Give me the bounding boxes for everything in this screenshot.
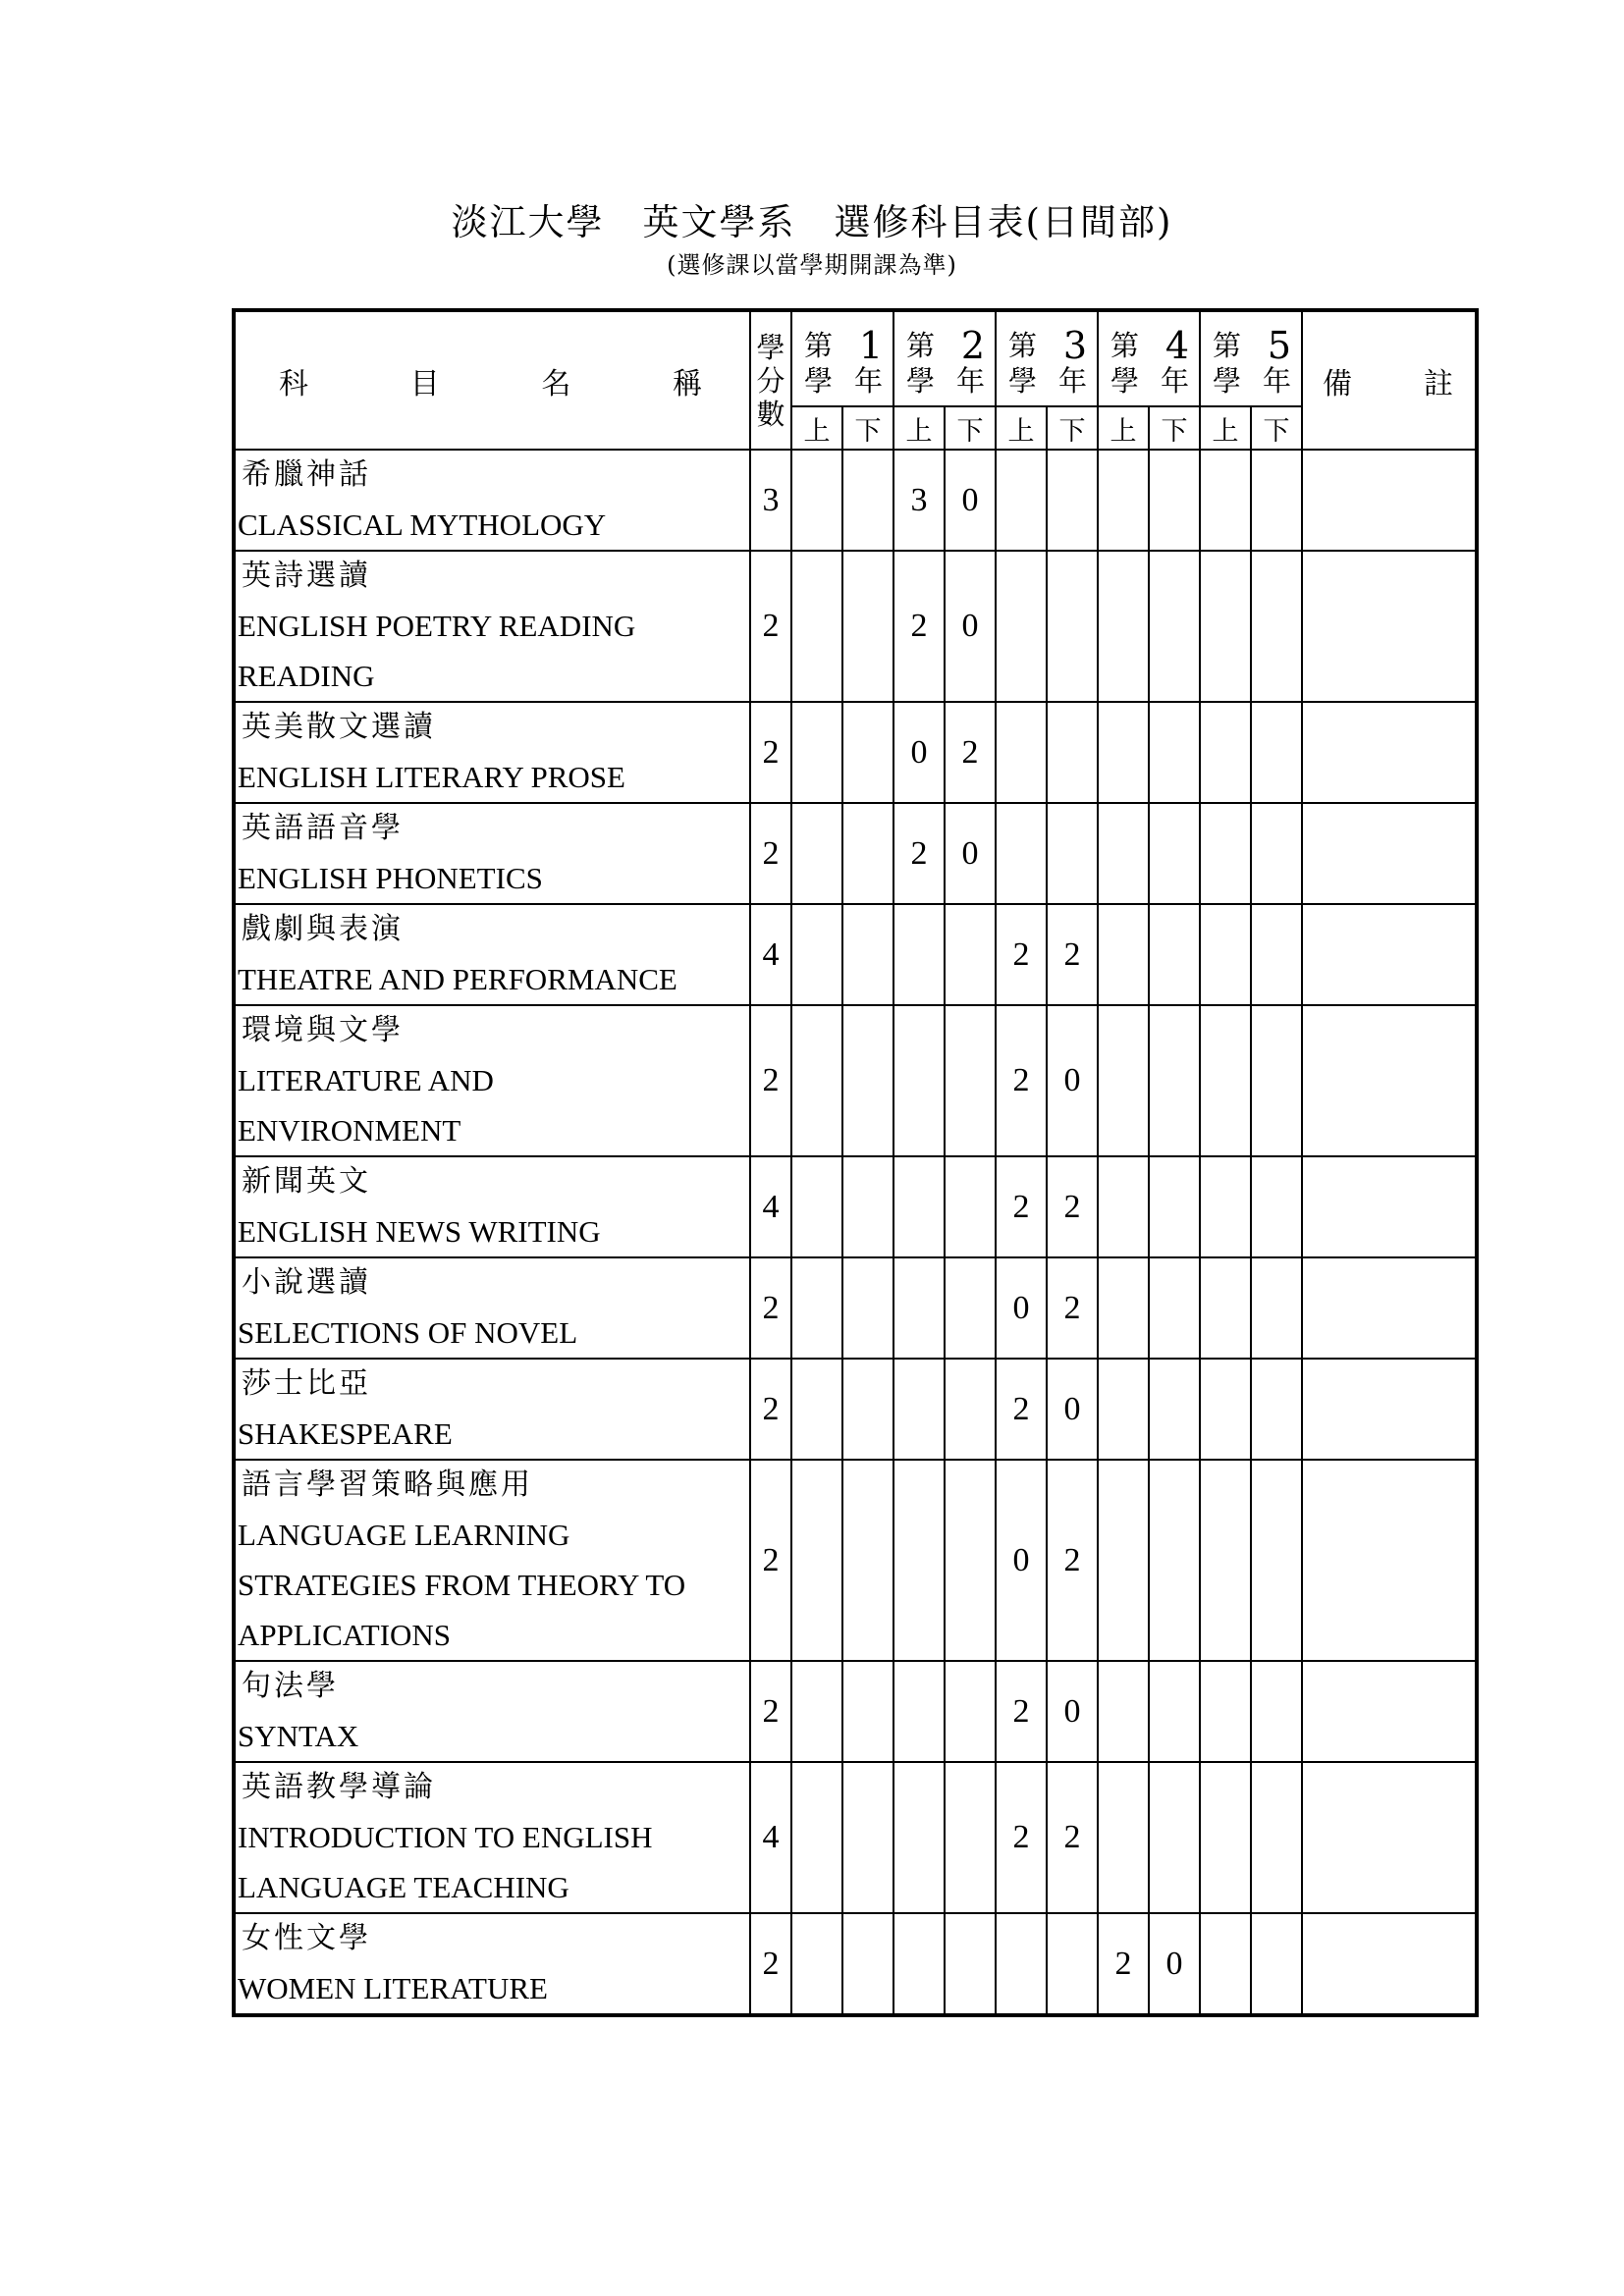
course-name-en: THEATRE AND PERFORMANCE xyxy=(238,962,677,996)
remark-cell xyxy=(1302,1460,1477,1661)
course-credits: 2 xyxy=(750,1460,791,1661)
year-prefix: 第 xyxy=(1110,328,1140,362)
course-name-header-char: 名 xyxy=(541,366,571,401)
year-number: 3 xyxy=(1062,323,1087,367)
course-credits: 4 xyxy=(750,1762,791,1913)
semester-hours-cell xyxy=(893,904,945,1005)
semester-header-second: 下 xyxy=(945,406,996,450)
semester-hours-cell xyxy=(1047,702,1098,803)
year-suffix: 年 xyxy=(1262,363,1291,398)
remark-cell xyxy=(1302,1762,1477,1913)
course-name-en: CLASSICAL MYTHOLOGY xyxy=(238,507,607,542)
semester-header-first: 上 xyxy=(1098,406,1149,450)
semester-header-second: 下 xyxy=(1251,406,1302,450)
course-name-cell xyxy=(234,1359,750,1460)
course-credits: 3 xyxy=(750,450,791,551)
semester-hours-cell xyxy=(1251,1359,1302,1460)
remark-cell xyxy=(1302,1359,1477,1460)
semester-hours-cell xyxy=(1251,1661,1302,1762)
semester-hours-cell xyxy=(1098,1359,1149,1460)
semester-hours-cell: 2 xyxy=(1047,1762,1098,1913)
course-name-en: WOMEN LITERATURE xyxy=(238,1971,548,2005)
semester-hours-cell xyxy=(842,702,893,803)
semester-hours-cell xyxy=(1200,551,1251,702)
course-name-zh: 小說選讀 xyxy=(242,1265,371,1300)
semester-hours-cell xyxy=(893,1913,945,2015)
course-name-zh: 句法學 xyxy=(242,1669,339,1703)
semester-hours-cell xyxy=(945,1913,996,2015)
course-row xyxy=(234,1913,1477,2015)
semester-hours-cell: 0 xyxy=(1047,1359,1098,1460)
course-credits: 4 xyxy=(750,904,791,1005)
course-name-en: INTRODUCTION TO ENGLISH xyxy=(238,1820,653,1854)
semester-header-first: 上 xyxy=(1200,406,1251,450)
header-row-years xyxy=(234,310,1477,406)
semester-hours-cell xyxy=(1149,1762,1200,1913)
course-name-cell xyxy=(234,1661,750,1762)
semester-hours-cell: 2 xyxy=(1047,904,1098,1005)
course-credits: 2 xyxy=(750,1257,791,1359)
remark-header-char: 備 xyxy=(1323,366,1352,401)
semester-hours-cell xyxy=(842,1460,893,1661)
course-name-en: LITERATURE AND xyxy=(238,1063,494,1097)
semester-hours-cell xyxy=(945,1762,996,1913)
semester-hours-cell xyxy=(1098,803,1149,904)
page-subtitle: (選修課以當學期開課為準) xyxy=(667,251,957,279)
semester-hours-cell xyxy=(1149,904,1200,1005)
credit-header-char: 分 xyxy=(756,363,785,398)
semester-hours-cell xyxy=(842,803,893,904)
semester-hours-cell: 2 xyxy=(996,904,1047,1005)
semester-hours-cell xyxy=(1251,450,1302,551)
page-title: 淡江大學 英文學系 選修科目表(日間部) xyxy=(451,201,1173,243)
course-name-en: LANGUAGE TEACHING xyxy=(238,1870,569,1904)
course-name-header-char: 稱 xyxy=(672,366,702,401)
semester-hours-cell xyxy=(945,904,996,1005)
semester-hours-cell xyxy=(791,1359,842,1460)
year-suffix: 學 xyxy=(1213,363,1242,398)
course-row xyxy=(234,551,1477,702)
course-name-cell xyxy=(234,702,750,803)
semester-hours-cell xyxy=(791,1156,842,1257)
semester-hours-cell xyxy=(791,803,842,904)
course-credits: 4 xyxy=(750,1156,791,1257)
semester-hours-cell xyxy=(1149,1359,1200,1460)
semester-hours-cell xyxy=(893,1661,945,1762)
course-name-en: SYNTAX xyxy=(238,1719,359,1753)
semester-hours-cell xyxy=(1149,551,1200,702)
semester-hours-cell xyxy=(1200,1913,1251,2015)
semester-hours-cell xyxy=(1200,1661,1251,1762)
remark-cell xyxy=(1302,551,1477,702)
semester-hours-cell xyxy=(1251,1156,1302,1257)
credit-header-char: 數 xyxy=(756,397,785,431)
semester-hours-cell xyxy=(893,1359,945,1460)
course-row xyxy=(234,1661,1477,1762)
elective-course-table xyxy=(232,308,1479,2017)
semester-hours-cell xyxy=(1200,702,1251,803)
semester-hours-cell xyxy=(945,1257,996,1359)
remark-cell xyxy=(1302,803,1477,904)
course-credits: 2 xyxy=(750,1005,791,1156)
course-name-zh: 英詩選讀 xyxy=(242,559,371,593)
semester-hours-cell: 0 xyxy=(945,551,996,702)
semester-hours-cell xyxy=(1200,1005,1251,1156)
course-name-zh: 女性文學 xyxy=(242,1921,371,1955)
course-table-body xyxy=(234,450,1477,2015)
year-number: 4 xyxy=(1164,323,1189,367)
semester-hours-cell xyxy=(1200,450,1251,551)
year-prefix: 第 xyxy=(1008,328,1038,362)
course-name-cell xyxy=(234,1005,750,1156)
semester-hours-cell xyxy=(1098,904,1149,1005)
semester-hours-cell xyxy=(791,702,842,803)
semester-hours-cell xyxy=(1200,803,1251,904)
year-suffix: 學 xyxy=(906,363,936,398)
semester-hours-cell: 0 xyxy=(945,803,996,904)
semester-hours-cell xyxy=(1098,1005,1149,1156)
semester-hours-cell xyxy=(791,1460,842,1661)
credit-header-char: 學 xyxy=(756,330,785,364)
course-name-cell xyxy=(234,803,750,904)
remark-cell xyxy=(1302,1156,1477,1257)
course-credits: 2 xyxy=(750,702,791,803)
course-name-en: ENGLISH PHONETICS xyxy=(238,861,543,895)
semester-hours-cell xyxy=(996,803,1047,904)
semester-hours-cell xyxy=(1200,1257,1251,1359)
semester-hours-cell xyxy=(791,904,842,1005)
semester-hours-cell xyxy=(842,450,893,551)
semester-hours-cell xyxy=(1098,1762,1149,1913)
course-name-cell xyxy=(234,1156,750,1257)
semester-hours-cell: 0 xyxy=(945,450,996,551)
course-credits: 2 xyxy=(750,551,791,702)
year-suffix: 年 xyxy=(1057,363,1087,398)
semester-hours-cell xyxy=(791,1257,842,1359)
semester-hours-cell xyxy=(1098,450,1149,551)
course-name-cell xyxy=(234,1762,750,1913)
semester-hours-cell: 2 xyxy=(996,1359,1047,1460)
course-row xyxy=(234,450,1477,551)
year-suffix: 年 xyxy=(853,363,883,398)
course-name-zh: 戲劇與表演 xyxy=(242,912,404,946)
semester-hours-cell xyxy=(893,1005,945,1156)
semester-header-first: 上 xyxy=(996,406,1047,450)
semester-hours-cell xyxy=(1149,702,1200,803)
course-name-zh: 語言學習策略與應用 xyxy=(242,1468,533,1502)
column-header-year-3 xyxy=(996,310,1098,406)
semester-hours-cell: 0 xyxy=(893,702,945,803)
course-name-zh: 環境與文學 xyxy=(242,1013,404,1047)
course-row xyxy=(234,702,1477,803)
semester-hours-cell: 0 xyxy=(1149,1913,1200,2015)
semester-hours-cell xyxy=(1251,904,1302,1005)
course-row xyxy=(234,1005,1477,1156)
semester-hours-cell xyxy=(1251,803,1302,904)
column-header-year-4 xyxy=(1098,310,1200,406)
semester-hours-cell xyxy=(996,1913,1047,2015)
semester-hours-cell: 0 xyxy=(996,1460,1047,1661)
course-name-header-char: 科 xyxy=(279,366,308,401)
semester-hours-cell xyxy=(842,904,893,1005)
semester-hours-cell: 3 xyxy=(893,450,945,551)
semester-header-second: 下 xyxy=(842,406,893,450)
year-suffix: 年 xyxy=(955,363,985,398)
remark-cell xyxy=(1302,904,1477,1005)
semester-hours-cell xyxy=(842,1762,893,1913)
semester-hours-cell: 2 xyxy=(1098,1913,1149,2015)
semester-hours-cell xyxy=(791,1913,842,2015)
semester-hours-cell xyxy=(1251,551,1302,702)
semester-hours-cell xyxy=(945,1661,996,1762)
semester-hours-cell xyxy=(1200,1460,1251,1661)
semester-header-second: 下 xyxy=(1047,406,1098,450)
semester-hours-cell: 2 xyxy=(893,551,945,702)
year-number: 1 xyxy=(858,323,883,367)
semester-hours-cell xyxy=(1200,1156,1251,1257)
course-name-cell xyxy=(234,1460,750,1661)
semester-hours-cell xyxy=(893,1156,945,1257)
course-name-en: SHAKESPEARE xyxy=(238,1416,453,1451)
column-header-year-2 xyxy=(893,310,996,406)
semester-hours-cell: 0 xyxy=(1047,1661,1098,1762)
course-name-cell xyxy=(234,450,750,551)
course-row xyxy=(234,1156,1477,1257)
course-name-en: SELECTIONS OF NOVEL xyxy=(238,1315,578,1350)
semester-hours-cell xyxy=(1047,1913,1098,2015)
semester-hours-cell: 2 xyxy=(996,1661,1047,1762)
course-name-cell xyxy=(234,1257,750,1359)
semester-hours-cell xyxy=(1098,1257,1149,1359)
course-name-zh: 新聞英文 xyxy=(242,1164,371,1199)
semester-hours-cell: 2 xyxy=(996,1005,1047,1156)
course-name-en: ENGLISH NEWS WRITING xyxy=(238,1214,601,1249)
semester-hours-cell: 2 xyxy=(1047,1460,1098,1661)
semester-hours-cell: 2 xyxy=(1047,1156,1098,1257)
semester-hours-cell: 0 xyxy=(996,1257,1047,1359)
course-row xyxy=(234,1762,1477,1913)
semester-hours-cell xyxy=(1149,1257,1200,1359)
course-name-zh: 英語教學導論 xyxy=(242,1770,436,1804)
remark-cell xyxy=(1302,1661,1477,1762)
course-name-zh: 莎士比亞 xyxy=(242,1366,371,1401)
semester-hours-cell xyxy=(1149,803,1200,904)
semester-hours-cell xyxy=(1251,1460,1302,1661)
semester-hours-cell xyxy=(842,1359,893,1460)
course-name-zh: 英美散文選讀 xyxy=(242,710,436,744)
course-name-en: ENGLISH POETRY READING xyxy=(238,609,636,643)
semester-header-first: 上 xyxy=(893,406,945,450)
semester-hours-cell xyxy=(1200,904,1251,1005)
semester-hours-cell xyxy=(791,1005,842,1156)
remark-cell xyxy=(1302,450,1477,551)
semester-hours-cell xyxy=(1047,450,1098,551)
semester-hours-cell xyxy=(1098,702,1149,803)
semester-hours-cell xyxy=(842,1156,893,1257)
column-header-remarks xyxy=(1302,310,1477,450)
year-suffix: 學 xyxy=(1008,363,1038,398)
column-header-credits xyxy=(750,310,791,450)
year-suffix: 學 xyxy=(804,363,834,398)
semester-hours-cell xyxy=(842,1913,893,2015)
semester-hours-cell xyxy=(1098,1156,1149,1257)
semester-hours-cell xyxy=(945,1359,996,1460)
year-number: 2 xyxy=(960,323,985,367)
year-number: 5 xyxy=(1267,323,1291,367)
semester-hours-cell xyxy=(791,551,842,702)
course-name-cell xyxy=(234,1913,750,2015)
semester-hours-cell xyxy=(996,551,1047,702)
semester-hours-cell: 2 xyxy=(996,1762,1047,1913)
semester-hours-cell xyxy=(842,1257,893,1359)
course-name-en: LANGUAGE LEARNING xyxy=(238,1518,570,1552)
year-prefix: 第 xyxy=(906,328,936,362)
semester-header-second: 下 xyxy=(1149,406,1200,450)
semester-hours-cell: 2 xyxy=(1047,1257,1098,1359)
semester-hours-cell xyxy=(945,1156,996,1257)
semester-hours-cell: 2 xyxy=(893,803,945,904)
semester-hours-cell xyxy=(1200,1359,1251,1460)
semester-hours-cell xyxy=(945,1460,996,1661)
course-name-header-char: 目 xyxy=(409,366,440,401)
year-suffix: 年 xyxy=(1160,363,1189,398)
semester-hours-cell xyxy=(1149,1661,1200,1762)
semester-hours-cell xyxy=(1149,1460,1200,1661)
semester-header-first: 上 xyxy=(791,406,842,450)
course-name-en: READING xyxy=(238,659,375,693)
course-row xyxy=(234,1460,1477,1661)
course-name-en: APPLICATIONS xyxy=(238,1618,452,1652)
semester-hours-cell xyxy=(791,1661,842,1762)
course-name-cell xyxy=(234,904,750,1005)
semester-hours-cell xyxy=(1251,1913,1302,2015)
course-credits: 2 xyxy=(750,1359,791,1460)
remark-cell xyxy=(1302,1257,1477,1359)
semester-hours-cell xyxy=(1251,702,1302,803)
semester-hours-cell xyxy=(893,1762,945,1913)
year-prefix: 第 xyxy=(1213,328,1242,362)
semester-hours-cell xyxy=(842,551,893,702)
course-name-en: ENVIRONMENT xyxy=(238,1113,461,1148)
course-credits: 2 xyxy=(750,1661,791,1762)
semester-hours-cell xyxy=(1149,1156,1200,1257)
course-row xyxy=(234,803,1477,904)
semester-hours-cell: 2 xyxy=(945,702,996,803)
course-row xyxy=(234,1257,1477,1359)
semester-hours-cell xyxy=(1149,450,1200,551)
year-prefix: 第 xyxy=(804,328,834,362)
column-header-year-1 xyxy=(791,310,893,406)
semester-hours-cell xyxy=(945,1005,996,1156)
course-credits: 2 xyxy=(750,1913,791,2015)
column-header-course-name xyxy=(234,310,750,450)
semester-hours-cell xyxy=(893,1257,945,1359)
semester-hours-cell xyxy=(1251,1762,1302,1913)
course-name-cell xyxy=(234,551,750,702)
semester-hours-cell: 0 xyxy=(1047,1005,1098,1156)
semester-hours-cell xyxy=(893,1460,945,1661)
year-suffix: 學 xyxy=(1110,363,1140,398)
semester-hours-cell xyxy=(791,450,842,551)
course-row xyxy=(234,1359,1477,1460)
remark-cell xyxy=(1302,1913,1477,2015)
semester-hours-cell xyxy=(996,702,1047,803)
course-name-en: ENGLISH LITERARY PROSE xyxy=(238,760,625,794)
semester-hours-cell xyxy=(1200,1762,1251,1913)
semester-hours-cell xyxy=(791,1762,842,1913)
semester-hours-cell xyxy=(1098,1460,1149,1661)
remark-cell xyxy=(1302,1005,1477,1156)
course-row xyxy=(234,904,1477,1005)
course-name-zh: 希臘神話 xyxy=(242,457,371,492)
course-name-zh: 英語語音學 xyxy=(242,811,404,845)
semester-hours-cell xyxy=(1098,551,1149,702)
semester-hours-cell xyxy=(1149,1005,1200,1156)
course-name-en: STRATEGIES FROM THEORY TO xyxy=(238,1568,686,1602)
semester-hours-cell xyxy=(1251,1005,1302,1156)
course-credits: 2 xyxy=(750,803,791,904)
semester-hours-cell xyxy=(996,450,1047,551)
semester-hours-cell xyxy=(1251,1257,1302,1359)
semester-hours-cell xyxy=(842,1005,893,1156)
semester-hours-cell xyxy=(842,1661,893,1762)
column-header-year-5 xyxy=(1200,310,1302,406)
remark-header-char: 註 xyxy=(1424,366,1453,401)
remark-cell xyxy=(1302,702,1477,803)
semester-hours-cell xyxy=(1047,803,1098,904)
semester-hours-cell: 2 xyxy=(996,1156,1047,1257)
semester-hours-cell xyxy=(1047,551,1098,702)
semester-hours-cell xyxy=(1098,1661,1149,1762)
